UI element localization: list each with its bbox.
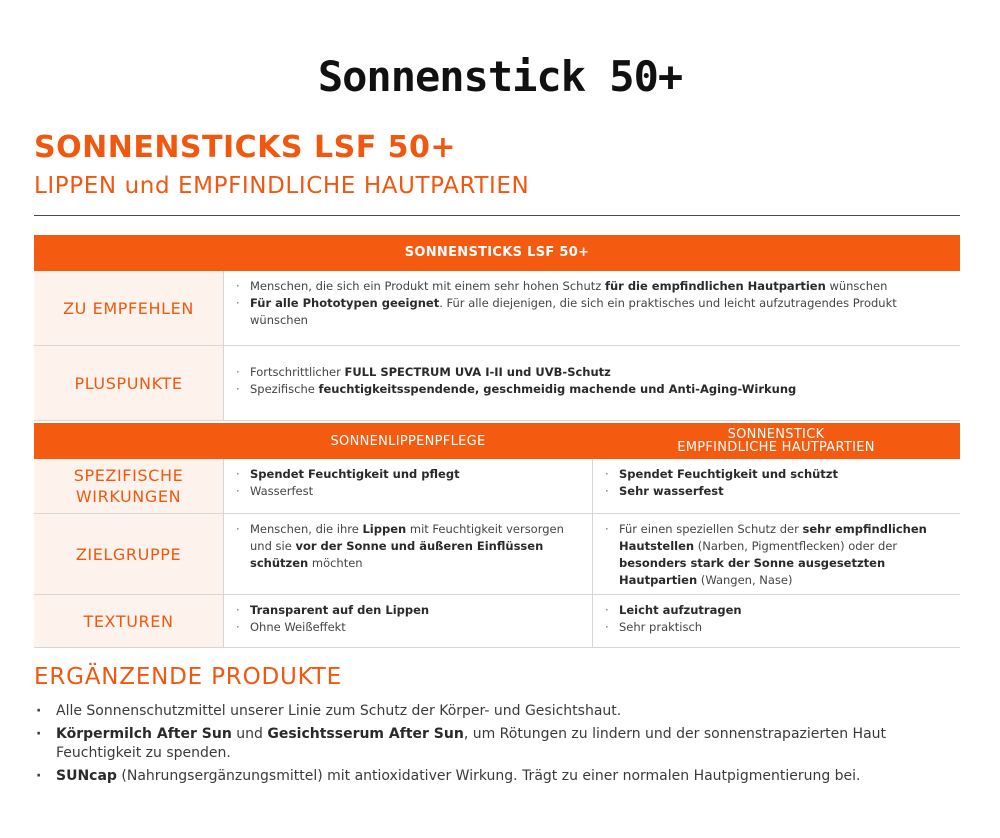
row-content-zu-empfehlen <box>224 271 960 345</box>
row-label-texturen: TEXTUREN <box>34 595 224 647</box>
list-item: · Für einen speziellen Schutz der sehr empfindlichen Hautstellen (Narben, Pigmentflecken) oder der besonders stark der Sonne ausgesetzten Hautpartien (Wangen, Nase) <box>603 521 950 589</box>
row-label-zu-empfehlen: ZU EMPFEHLEN <box>34 271 224 345</box>
list-item: · Menschen, die ihre Lippen mit Feuchtigkeit versorgen und sie vor der Sonne und äußeren Einflüssen schützen möchten <box>234 521 582 572</box>
product-table <box>34 235 960 648</box>
cell-wirkungen-left <box>224 459 592 513</box>
list-item: · Leicht aufzutragen <box>603 602 950 619</box>
page-title: Sonnenstick 50+ <box>317 52 683 101</box>
sub-heading: LIPPEN und EMPFINDLICHE HAUTPARTIEN <box>34 173 530 199</box>
cell-texturen-left <box>224 595 592 647</box>
row-zu-empfehlen <box>34 271 960 346</box>
table-header-band: SONNENSTICKS LSF 50+ <box>34 235 960 271</box>
cell-zielgruppe-left <box>224 514 592 594</box>
list-item: · Menschen, die sich ein Produkt mit einem sehr hohen Schutz für die empfindlichen Hautpartien wünschen <box>234 278 950 295</box>
list-item: · Wasserfest <box>234 483 582 500</box>
list-item: · Körpermilch After Sun und Gesichtsserum After Sun, um Rötungen zu lindern und der sonnenstrapazierten Haut Feuchtigkeit zu spenden. <box>34 725 964 763</box>
column-header-lippenpflege: SONNENLIPPENPFLEGE <box>330 433 486 449</box>
row-content-pluspunkte <box>224 346 960 420</box>
row-wirkungen <box>34 459 960 514</box>
ergaenzende-list <box>34 702 964 790</box>
list-item: · Transparent auf den Lippen <box>234 602 582 619</box>
list-item: · Alle Sonnenschutzmittel unserer Linie zum Schutz der Körper- und Gesichtshaut. <box>34 702 964 721</box>
row-pluspunkte <box>34 346 960 421</box>
main-heading: SONNENSTICKS LSF 50+ <box>34 130 457 165</box>
list-item: · Sehr wasserfest <box>603 483 950 500</box>
row-label-wirkungen: SPEZIFISCHE WIRKUNGEN <box>34 459 224 513</box>
cell-zielgruppe-right <box>592 514 960 594</box>
divider <box>34 215 960 216</box>
list-item: · Für alle Phototypen geeignet. Für alle diejenigen, die sich ein praktisches und leicht aufzutragendes Produkt wünschen <box>234 295 950 329</box>
list-item: · Ohne Weißeffekt <box>234 619 582 636</box>
list-item: · SUNcap (Nahrungsergänzungsmittel) mit antioxidativer Wirkung. Trägt zu einer normalen Hautpigmentierung bei. <box>34 767 964 786</box>
table-sub-header-band <box>34 423 960 459</box>
column-header-sonnenstick: SONNENSTICK EMPFINDLICHE HAUTPARTIEN <box>677 427 875 455</box>
list-item: · Spezifische feuchtigkeitsspendende, geschmeidig machende und Anti-Aging-Wirkung <box>234 381 950 398</box>
list-item: · Fortschrittlicher FULL SPECTRUM UVA I-II und UVB-Schutz <box>234 364 950 381</box>
list-item: · Sehr praktisch <box>603 619 950 636</box>
cell-wirkungen-right <box>592 459 960 513</box>
cell-texturen-right <box>592 595 960 647</box>
row-label-pluspunkte: PLUSPUNKTE <box>34 346 224 420</box>
section-heading-ergaenzende: ERGÄNZENDE PRODUKTE <box>34 664 342 690</box>
row-label-zielgruppe: ZIELGRUPPE <box>34 514 224 594</box>
row-zielgruppe <box>34 514 960 595</box>
list-item: · Spendet Feuchtigkeit und schützt <box>603 466 950 483</box>
list-item: · Spendet Feuchtigkeit und pflegt <box>234 466 582 483</box>
row-texturen <box>34 595 960 648</box>
